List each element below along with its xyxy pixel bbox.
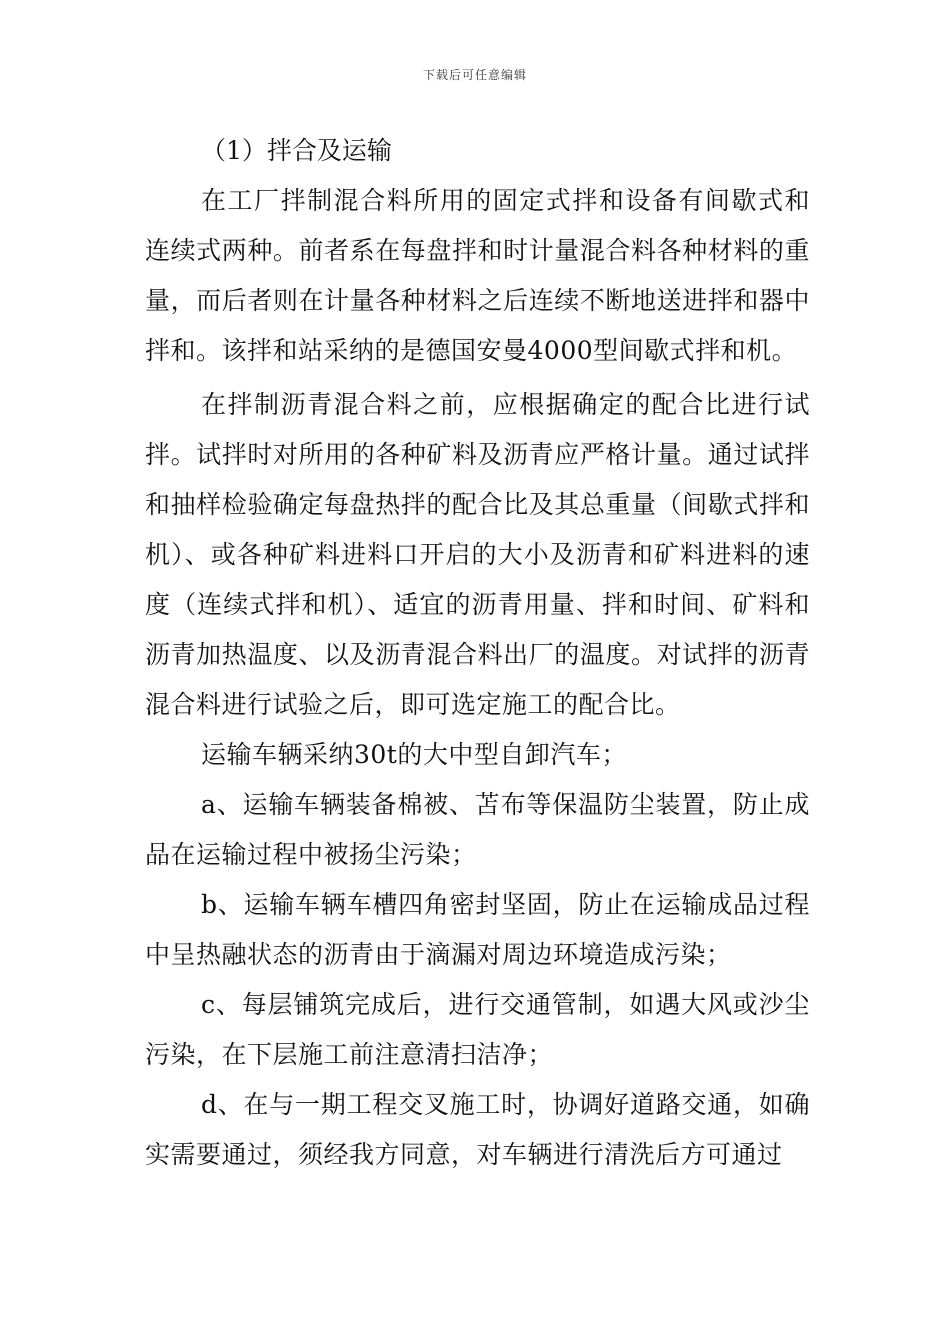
paragraph-item-d: d、在与一期工程交叉施工时，协调好道路交通，如确实需要通过，须经我方同意，对车辆进行清洗后方可通过: [145, 1090, 810, 1169]
page-header: 下载后可任意编辑: [422, 68, 527, 82]
paragraph-transport-vehicles: 运输车辆采纳30t的大中型自卸汽车；: [201, 740, 627, 769]
paragraph-trial-mixing: 在拌制沥青混合料之前，应根据确定的配合比进行试拌。试拌时对所用的各种矿料及沥青应严格计量。通过试拌和抽样检验确定每盘热拌的配合比及其总重量（间歇式拌和机）、或各种矿料进料口开启的大小及沥青和矿料进料的速度（连续式拌和机）、适宜的沥青用量、拌和时间、矿料和沥青加热温度、以及沥青混合料出厂的温度。对试拌的沥青混合料进行试验之后，即可选定施工的配合比。: [145, 390, 810, 719]
paragraph-item-c: c、每层铺筑完成后，进行交通管制，如遇大风或沙尘污染，在下层施工前注意清扫洁净；: [145, 990, 810, 1069]
paragraph-item-b: b、运输车辆车槽四角密封坚固，防止在运输成品过程中呈热融状态的沥青由于滴漏对周边环境造成污染；: [145, 890, 810, 969]
section-heading: （1）拌合及运输: [201, 136, 392, 165]
paragraph-item-a: a、运输车辆装备棉被、苫布等保温防尘装置，防止成品在运输过程中被扬尘污染；: [145, 790, 810, 869]
document-body: [145, 126, 810, 1180]
paragraph-mixing-equipment: 在工厂拌制混合料所用的固定式拌和设备有间歇式和连续式两种。前者系在每盘拌和时计量混合料各种材料的重量，而后者则在计量各种材料之后连续不断地送进拌和器中拌和。该拌和站采纳的是德国安曼4000型间歇式拌和机。: [145, 186, 810, 365]
